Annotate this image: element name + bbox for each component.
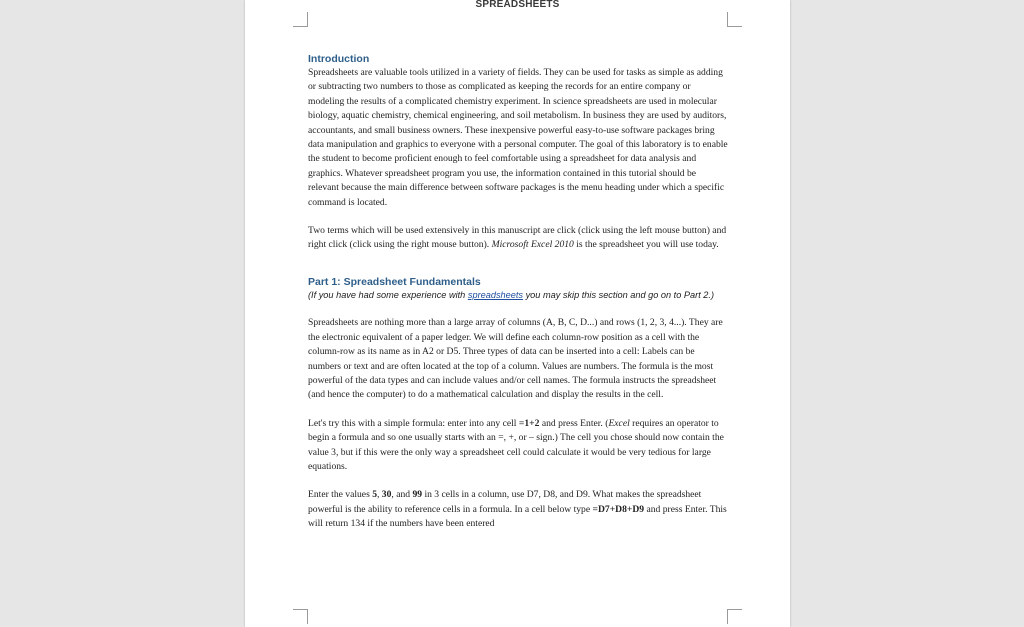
- crop-mark-bottom-right: [727, 609, 742, 624]
- cell-reference-paragraph: Enter the values 5, 30, and 99 in 3 cells in a column, use D7, D8, and D9. What makes the spreadsheet powerful is the ability to reference cells in a formula. In a cell below type =D7+D8+D9 and press Enter. This will return 134 if the numbers have been entered: [308, 489, 727, 530]
- document-page: [245, 0, 790, 627]
- fundamentals-paragraph: Spreadsheets are nothing more than a large array of columns (A, B, C, D...) and rows (1, 2, 3, 4...). They are the electronic equivalent of a paper ledger. We will define each column-row position as a cell with the column-row as its name as in A2 or D5. Three types of data can be inserted into a cell: Labels can be numbers or text and are often located at the top of a column. Values are numbers. The formula is the most powerful of the data types and can include values and/or cell names. The formula instructs the spreadsheet (and hence the computer) to do a mathematical calculation and display the results in the cell.: [308, 317, 723, 401]
- crop-mark-top-left: [293, 12, 308, 27]
- excel-version-text: Microsoft Excel 2010: [491, 239, 574, 251]
- running-header: SPREADSHEETS: [475, 0, 560, 10]
- spreadsheets-link[interactable]: spreadsheets: [467, 289, 524, 300]
- crop-mark-top-right: [727, 12, 742, 27]
- sum-formula: =D7+D8+D9: [592, 503, 645, 515]
- introduction-paragraph: Spreadsheets are valuable tools utilized in a variety of fields. They can be used for tasks as simple as adding or subtracting two numbers to those as complicated as keeping the records for an entire company or modeling the results of a complicated chemistry experiment. In science spreadsheets are used in molecular biology, aquatic chemistry, chemical engineering, and soil metabolism. In business they are used by auditors, accountants, and small business owners. These inexpensive powerful easy-to-use software packages bring data manipulation and graphics to everyone with a personal computer. The goal of this laboratory is to enable the student to become proficient enough to feel comfortable using a spreadsheet for data analysis and graphics. Whatever spreadsheet program you use, the information contained in this tutorial should be relevant because the main difference between software packages is the menu heading under which a specific command is located.: [308, 67, 728, 208]
- simple-formula-paragraph: Let's try this with a simple formula: enter into any cell =1+2 and press Enter. (Excel requires an operator to begin a formula and so one usually starts with an =, +, or – sign.) The cell you chose should now contain the value 3, but if this were the only way a spreadsheet cell could calculate it would be very tedious for large equations.: [308, 417, 724, 473]
- formula-example: =1+2: [518, 417, 540, 429]
- part1-heading: Part 1: Spreadsheet Fundamentals: [308, 275, 481, 288]
- introduction-heading: Introduction: [308, 53, 370, 65]
- crop-mark-bottom-left: [293, 609, 308, 624]
- document-body[interactable]: [308, 52, 728, 532]
- part1-skip-note: (If you have had some experience with spreadsheets you may skip this section and go on to Part 2.): [308, 289, 715, 300]
- terms-paragraph: Two terms which will be used extensively in this manuscript are click (click using the left mouse button) and right click (click using the right mouse button). Microsoft Excel 2010 is the spreadsheet you will use today.: [308, 225, 727, 251]
